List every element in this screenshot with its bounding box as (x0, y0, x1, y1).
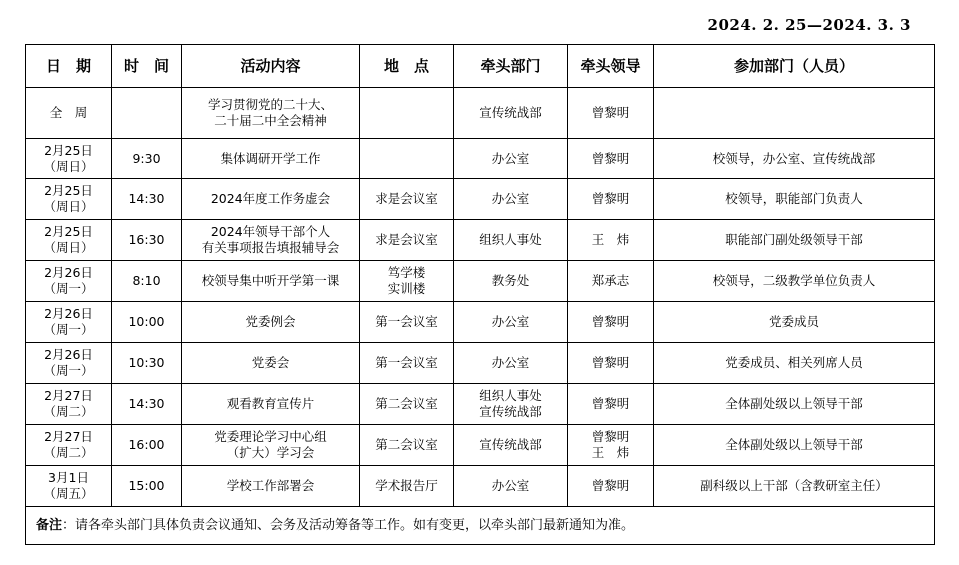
time-cell: 10:00 (112, 302, 182, 343)
table-row (26, 139, 935, 179)
note-row (26, 507, 935, 545)
date-cell-line: （周一） (43, 281, 94, 296)
date-cell-line: 全 周 (49, 105, 88, 120)
lead-leader-cell (568, 384, 654, 425)
lead-leader-cell (568, 343, 654, 384)
lead-leader-cell-line: 曾黎明 (591, 478, 630, 493)
date-cell-line: 2月27日 (44, 429, 93, 444)
lead-leader-cell (568, 261, 654, 302)
date-range: 2024. 2. 25—2024. 3. 3 (707, 16, 911, 34)
table-row (26, 88, 935, 139)
lead-dept-cell-line: 办公室 (491, 355, 530, 370)
date-cell-line: 2月27日 (44, 388, 93, 403)
participants-cell: 校领导，职能部门负责人 (654, 179, 935, 220)
participants-cell: 副科级以上干部（含教研室主任） (654, 466, 935, 507)
lead-leader-cell-line: 曾黎明 (591, 150, 630, 166)
lead-leader-cell-line: 曾黎明 (591, 355, 630, 370)
place-cell (360, 261, 454, 302)
content-cell-line: 党委例会 (245, 314, 296, 329)
place-cell (360, 466, 454, 507)
lead-dept-cell (454, 384, 568, 425)
time-cell: 15:00 (112, 466, 182, 507)
date-cell (26, 261, 112, 302)
date-cell (26, 88, 112, 139)
lead-leader-cell-line: 郑承志 (591, 273, 630, 288)
content-cell-line: 2024年度工作务虚会 (210, 191, 331, 206)
participants-cell: 校领导，办公室、宣传统战部 (654, 139, 935, 179)
date-cell (26, 425, 112, 466)
lead-leader-cell-line: 曾黎明 (591, 396, 630, 411)
time-cell: 8:10 (112, 261, 182, 302)
schedule-body (26, 88, 935, 507)
place-cell-line: 学术报告厅 (375, 478, 438, 493)
table-row (26, 425, 935, 466)
header-lead-dept: 牵头部门 (454, 45, 568, 88)
lead-leader-cell (568, 139, 654, 179)
lead-dept-cell-line: 宣传统战部 (479, 404, 542, 419)
lead-leader-cell (568, 220, 654, 261)
date-cell-line: （周一） (43, 322, 94, 337)
place-cell (360, 88, 454, 139)
lead-dept-cell (454, 220, 568, 261)
date-cell (26, 466, 112, 507)
place-cell (360, 179, 454, 220)
table-row (26, 261, 935, 302)
lead-dept-cell-line: 宣传统战部 (479, 105, 542, 120)
note-text: ：请各牵头部门具体负责会议通知、会务及活动筹备等工作。如有变更，以牵头部门最新通知为准。 (62, 517, 635, 533)
date-cell-line: 2月26日 (44, 265, 93, 280)
date-cell (26, 384, 112, 425)
place-cell-line: 求是会议室 (375, 232, 438, 247)
content-cell-line: 二十届二中全会精神 (214, 113, 327, 128)
place-cell-line: 第二会议室 (375, 437, 438, 452)
place-cell (360, 425, 454, 466)
lead-leader-cell-line: 曾黎明 (591, 191, 630, 206)
lead-dept-cell-line: 教务处 (491, 273, 530, 288)
lead-leader-cell-line: 曾黎明 (591, 314, 630, 329)
lead-dept-cell (454, 425, 568, 466)
content-cell-line: 有关事项报告填报辅导会 (201, 240, 340, 255)
lead-dept-cell (454, 302, 568, 343)
date-cell-line: 2月25日 (44, 183, 93, 198)
schedule-table (25, 44, 935, 545)
header-participants: 参加部门（人员） (654, 45, 935, 88)
header-row (26, 45, 935, 88)
lead-leader-cell (568, 179, 654, 220)
lead-dept-cell-line: 组织人事处 (479, 232, 542, 247)
lead-dept-cell (454, 88, 568, 139)
lead-dept-cell-line: 办公室 (491, 191, 530, 206)
participants-cell: 全体副处级以上领导干部 (654, 425, 935, 466)
content-cell-line: 党委会 (251, 355, 290, 370)
content-cell-line: 校领导集中听开学第一课 (201, 273, 340, 288)
date-cell-line: 2月25日 (44, 142, 93, 158)
content-cell-line: 学习贯彻党的二十大、 (207, 97, 333, 112)
note-label: 备注 (36, 517, 63, 533)
lead-leader-cell (568, 302, 654, 343)
place-cell (360, 384, 454, 425)
lead-leader-cell-line: 王 炜 (591, 232, 630, 247)
table-row (26, 220, 935, 261)
place-cell-line: 笃学楼 (387, 265, 426, 280)
date-cell-line: 3月1日 (48, 470, 89, 485)
header-lead-leader: 牵头领导 (568, 45, 654, 88)
lead-dept-cell-line: 办公室 (491, 150, 530, 166)
time-cell: 16:30 (112, 220, 182, 261)
content-cell-line: （扩大）学习会 (226, 445, 315, 460)
participants-cell: 职能部门副处级领导干部 (654, 220, 935, 261)
lead-leader-cell-line: 王 炜 (591, 445, 630, 460)
date-cell-line: （周二） (43, 404, 94, 419)
time-cell: 9:30 (112, 139, 182, 179)
date-cell (26, 302, 112, 343)
content-cell (182, 384, 360, 425)
content-cell (182, 88, 360, 139)
date-cell-line: （周日） (43, 158, 94, 174)
content-cell (182, 302, 360, 343)
lead-dept-cell (454, 466, 568, 507)
content-cell-line: 学校工作部署会 (226, 478, 315, 493)
table-row (26, 466, 935, 507)
lead-leader-cell (568, 466, 654, 507)
participants-cell: 全体副处级以上领导干部 (654, 384, 935, 425)
date-cell (26, 343, 112, 384)
date-cell-line: （周五） (43, 486, 94, 501)
date-cell-line: （周二） (43, 445, 94, 460)
table-row (26, 343, 935, 384)
content-cell (182, 261, 360, 302)
lead-dept-cell (454, 343, 568, 384)
header-place: 地 点 (360, 45, 454, 88)
lead-leader-cell (568, 88, 654, 139)
content-cell (182, 425, 360, 466)
place-cell-line: 第一会议室 (375, 314, 438, 329)
lead-leader-cell-line: 曾黎明 (591, 429, 630, 444)
lead-dept-cell-line: 办公室 (491, 314, 530, 329)
content-cell (182, 139, 360, 179)
date-cell-line: （周一） (43, 363, 94, 378)
place-cell-line: 求是会议室 (375, 191, 438, 206)
lead-leader-cell (568, 425, 654, 466)
lead-dept-cell (454, 261, 568, 302)
time-cell: 14:30 (112, 179, 182, 220)
place-cell-line: 第一会议室 (375, 355, 438, 370)
lead-dept-cell (454, 179, 568, 220)
table-row (26, 384, 935, 425)
lead-leader-cell-line: 曾黎明 (591, 105, 630, 120)
lead-dept-cell-line: 办公室 (491, 478, 530, 493)
date-cell-line: 2月26日 (44, 347, 93, 362)
header-content: 活动内容 (182, 45, 360, 88)
participants-cell: 党委成员 (654, 302, 935, 343)
time-cell: 16:00 (112, 425, 182, 466)
participants-cell (654, 88, 935, 139)
time-cell: 10:30 (112, 343, 182, 384)
content-cell-line: 党委理论学习中心组 (214, 429, 327, 444)
date-cell (26, 179, 112, 220)
date-cell-line: （周日） (43, 199, 94, 214)
content-cell-line: 观看教育宣传片 (226, 396, 315, 411)
table-row (26, 302, 935, 343)
content-cell (182, 466, 360, 507)
time-cell (112, 88, 182, 139)
place-cell (360, 139, 454, 179)
lead-dept-cell (454, 139, 568, 179)
place-cell (360, 302, 454, 343)
content-cell (182, 220, 360, 261)
place-cell (360, 220, 454, 261)
lead-dept-cell-line: 宣传统战部 (479, 437, 542, 452)
participants-cell: 校领导，二级教学单位负责人 (654, 261, 935, 302)
content-cell (182, 343, 360, 384)
date-cell-line: 2月26日 (44, 306, 93, 321)
header-time: 时 间 (112, 45, 182, 88)
content-cell (182, 179, 360, 220)
time-cell: 14:30 (112, 384, 182, 425)
place-cell-line: 第二会议室 (375, 396, 438, 411)
date-cell-line: （周日） (43, 240, 94, 255)
header-date: 日 期 (26, 45, 112, 88)
content-cell-line: 2024年领导干部个人 (210, 224, 331, 239)
date-cell-line: 2月25日 (44, 224, 93, 239)
place-cell (360, 343, 454, 384)
date-cell (26, 220, 112, 261)
table-row (26, 179, 935, 220)
note-cell (26, 507, 935, 545)
date-cell (26, 139, 112, 179)
participants-cell: 党委成员、相关列席人员 (654, 343, 935, 384)
lead-dept-cell-line: 组织人事处 (479, 388, 542, 403)
place-cell-line: 实训楼 (387, 281, 426, 296)
content-cell-line: 集体调研开学工作 (220, 150, 321, 166)
